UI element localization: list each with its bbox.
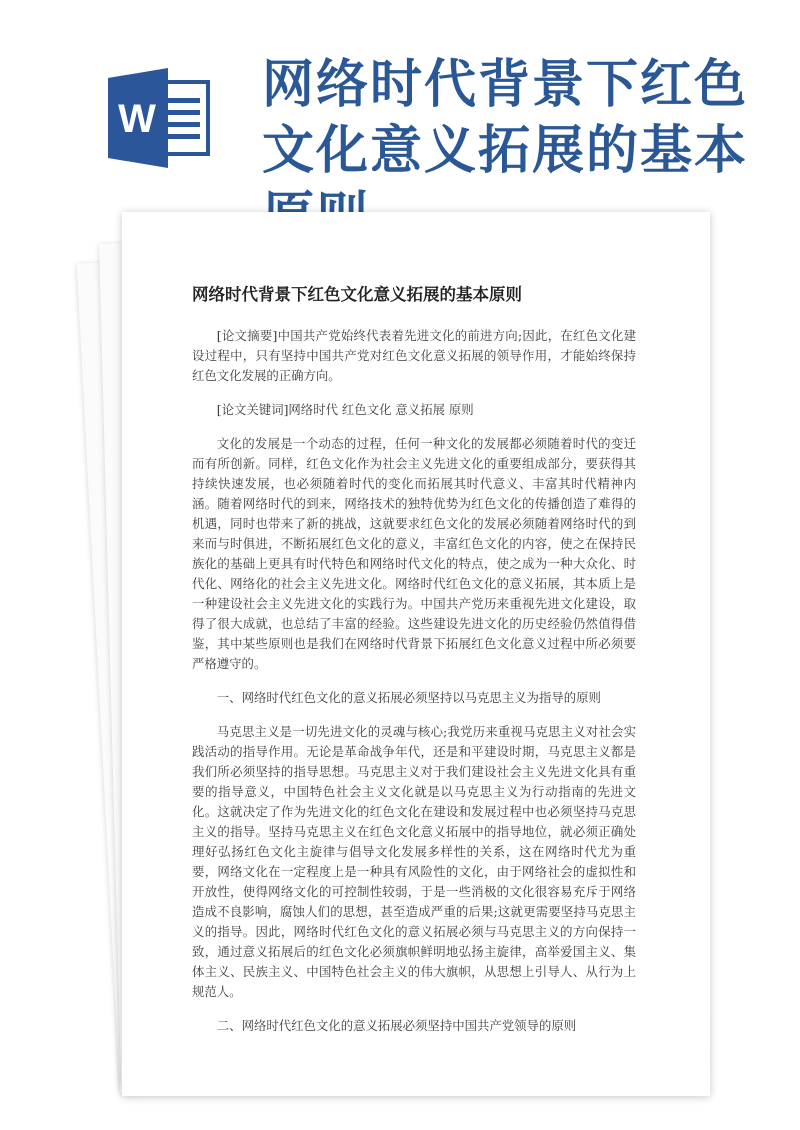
word-document-icon [104, 68, 214, 168]
page-title: 网络时代背景下红色文化意义拓展的基本 [262, 55, 749, 181]
section2-heading: 二、网络时代红色文化的意义拓展必须坚持中国共产党领导的原则 [216, 1018, 577, 1033]
section1-heading: 一、网络时代红色文化的意义拓展必须坚持以马克思主义为指导的原则 [216, 690, 601, 705]
section1-body: 马克思主义是一切先进文化的灵魂与核心;我党历来重视马克思主义对社会实践活动的指导作用。无论是革命战争年代，还是和平建设时期，马克思主义都是我们所必须坚持的指导思想。马克思主义对于我们建设社会主义先进文化具有重要的指导意义，中国特色社会主义文化就是以马克思主义为行动指南的先进文化。这就决定了作为先进文化的红色文化在建设和发展过程中也必须坚持马克思主义的指导。坚持马克思主义在红色文化意义拓展中的指导地位，就必须正确处理好弘扬红色文化主旋律与倡导文化发展多样性的关系，这在网络时代尤为重要，网络文化在一定程度上是一种具有风险性的文化，由于网络社会的虚拟性和开放性，使得网络文化的可控制性较弱，于是一些消极的文化很容易充斥于网络造成不良影响，腐蚀人们的思想，甚至造成严重的后果;这就更需要坚持马克思主义的指导。因此，网络时代红色文化的意义拓展必须与马克思主义的方向保持一致，通过意义拓展后的红色文化必须旗帜鲜明地弘扬主旋律，高举爱国主义、集体主义、民族主义、中国特色社会主义的伟大旗帜，从思想上引导人、从行为上规范人。 [192, 724, 636, 999]
intro-paragraph: 文化的发展是一个动态的过程，任何一种文化的发展都必须随着时代的变迁而有所创新。同样，红色文化作为社会主义先进文化的重要组成部分，要获得其持续快速发展，也必须随着时代的变化而拓展其时代意义、丰富其时代精神内涵。随着网络时代的到来，网络技术的独特优势为红色文化的传播创造了难得的机遇，同时也带来了新的挑战，这就要求红色文化的发展必须随着网络时代的到来而与时俱进，不断拓展红色文化的意义，丰富红色文化的内容，使之在保持民族化的基础上更具有时代特色和网络时代文化的特点，使之成为一种大众化、时代化、网络化的社会主义先进文化。网络时代红色文化的意义拓展，其本质上是一种建设社会主义先进文化的实践行为。中国共产党历来重视先进文化建设，取得了很大成就，也总结了丰富的经验。这些建设先进文化的历史经验仍然值得借鉴，其中某些原则也是我们在网络时代背景下拓展红色文化意义过程中所必须要严格遵守的。 [192, 436, 636, 671]
document-page [122, 212, 710, 1096]
document-content [192, 284, 636, 1050]
document-title: 网络时代背景下红色文化意义拓展的基本原则 [192, 285, 522, 304]
word-logo-letter: W [118, 97, 156, 141]
keywords-paragraph: [论文关键词]网络时代 红色文化 意义拓展 原则 [216, 402, 474, 417]
abstract-paragraph: [论文摘要]中国共产党始终代表着先进文化的前进方向;因此，在红色文化建设过程中，只有坚持中国共产党对红色文化意义拓展的领导作用，才能始终保持红色文化发展的正确方向。 [192, 328, 636, 383]
